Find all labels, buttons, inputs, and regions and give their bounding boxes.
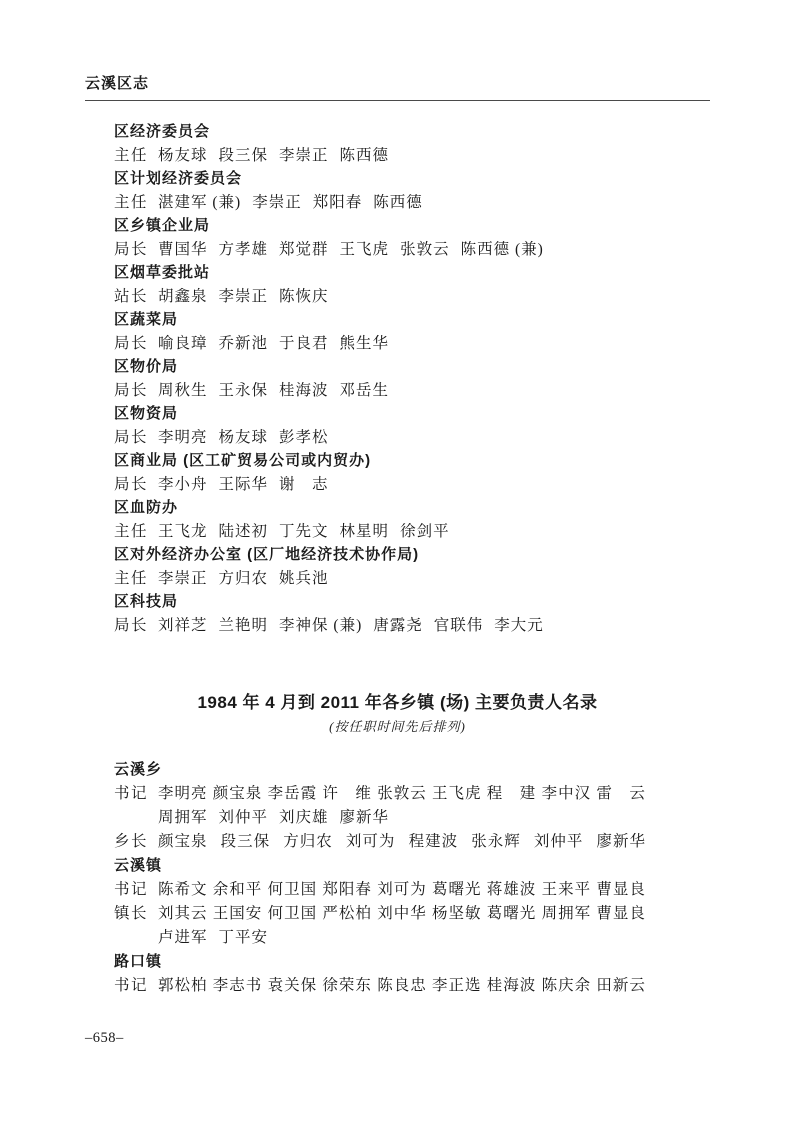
names-line bbox=[158, 806, 646, 830]
role-label: 局长 bbox=[114, 381, 149, 399]
officials-row bbox=[114, 332, 674, 356]
person-name: 胡鑫泉 bbox=[158, 287, 208, 305]
officials-row bbox=[114, 191, 674, 215]
names-line bbox=[158, 974, 646, 998]
person-name: 方归农 bbox=[218, 569, 269, 587]
role-label: 局长 bbox=[114, 334, 149, 352]
section-heading: 区蔬菜局 bbox=[114, 311, 179, 328]
role-label: 局长 bbox=[114, 616, 149, 634]
officials-row bbox=[114, 974, 646, 998]
section-heading: 区物资局 bbox=[114, 405, 179, 422]
person-name: 杨坚敏 bbox=[431, 905, 482, 922]
officials-row bbox=[114, 878, 646, 902]
role-label: 局长 bbox=[114, 428, 149, 446]
person-name: 余和平 bbox=[212, 881, 263, 898]
person-name: 兰艳明 bbox=[218, 616, 269, 634]
section-heading: 区烟草委批站 bbox=[114, 264, 211, 281]
person-name: 郑阳春 bbox=[322, 881, 372, 898]
person-name: 刘其云 bbox=[158, 905, 208, 922]
person-name: 王永保 bbox=[218, 381, 269, 399]
person-name: 陈希文 bbox=[158, 881, 208, 898]
person-name: 王国安 bbox=[212, 905, 263, 922]
role-label: 主任 bbox=[114, 522, 149, 540]
section-heading: 区商业局 (区工矿贸易公司或内贸办) bbox=[114, 452, 372, 469]
section-heading: 区经济委员会 bbox=[114, 123, 211, 140]
person-name: 周秋生 bbox=[158, 381, 208, 399]
names-line bbox=[158, 520, 674, 544]
officials-row bbox=[114, 567, 674, 591]
section-heading: 云溪乡 bbox=[114, 761, 163, 778]
names-line bbox=[158, 830, 646, 854]
person-name: 周拥军 bbox=[158, 809, 208, 826]
person-name: 李崇正 bbox=[218, 287, 269, 305]
person-name: 李明亮 bbox=[158, 428, 208, 446]
officials-row bbox=[114, 144, 674, 168]
person-name: 邓岳生 bbox=[339, 381, 390, 399]
role-label: 站长 bbox=[114, 287, 149, 305]
names-column bbox=[158, 567, 674, 591]
person-name: 刘可为 bbox=[345, 833, 396, 850]
names-column bbox=[158, 285, 674, 309]
names-column bbox=[158, 974, 646, 998]
person-name: 林星明 bbox=[339, 522, 390, 540]
person-name: 廖新华 bbox=[339, 809, 390, 826]
names-line bbox=[158, 285, 674, 309]
person-name: 李岳霞 bbox=[267, 785, 318, 802]
person-name: 颜宝泉 bbox=[212, 785, 263, 802]
person-name: 喻良璋 bbox=[158, 334, 208, 352]
person-name: 王飞虎 bbox=[431, 785, 482, 802]
person-name: 严松柏 bbox=[322, 905, 372, 922]
person-name: 刘仲平 bbox=[533, 833, 584, 850]
person-name: 许 维 bbox=[322, 785, 372, 802]
person-name: 谢 志 bbox=[279, 475, 329, 493]
person-name: 姚兵池 bbox=[279, 569, 329, 587]
person-name: 曹显良 bbox=[596, 881, 646, 898]
role-label: 主任 bbox=[114, 569, 149, 587]
role-label: 书记 bbox=[114, 785, 149, 802]
person-name: 田新云 bbox=[596, 977, 646, 994]
header-rule bbox=[85, 100, 710, 101]
names-line bbox=[158, 144, 674, 168]
names-column bbox=[158, 332, 674, 356]
person-name: 刘仲平 bbox=[218, 809, 269, 826]
person-name: 彭孝松 bbox=[279, 428, 329, 446]
officials-row bbox=[114, 473, 674, 497]
section-heading: 区对外经济办公室 (区厂地经济技术协作局) bbox=[114, 546, 420, 563]
person-name: 李大元 bbox=[494, 616, 544, 634]
section-heading: 区乡镇企业局 bbox=[114, 217, 211, 234]
officials-row bbox=[114, 426, 674, 450]
person-name: 颜宝泉 bbox=[158, 833, 208, 850]
role-label: 镇长 bbox=[114, 905, 149, 922]
person-name: 何卫国 bbox=[267, 881, 318, 898]
person-name: 陈庆余 bbox=[541, 977, 592, 994]
names-column bbox=[158, 238, 674, 262]
names-column bbox=[158, 902, 646, 950]
role-label: 局长 bbox=[114, 475, 149, 493]
person-name: 陈西德 (兼) bbox=[460, 240, 544, 258]
person-name: 丁先文 bbox=[279, 522, 329, 540]
person-name: 徐荣东 bbox=[322, 977, 372, 994]
section-subtitle: (按任职时间先后排列) bbox=[329, 719, 466, 734]
section-heading: 区计划经济委员会 bbox=[114, 170, 243, 187]
person-name: 何卫国 bbox=[267, 905, 318, 922]
person-name: 王飞龙 bbox=[158, 522, 208, 540]
person-name: 唐露尧 bbox=[373, 616, 423, 634]
role-label: 主任 bbox=[114, 146, 149, 164]
officials-row bbox=[114, 520, 674, 544]
person-name: 李明亮 bbox=[158, 785, 208, 802]
names-line bbox=[158, 614, 674, 638]
person-name: 李志书 bbox=[212, 977, 263, 994]
person-name: 桂海波 bbox=[486, 977, 537, 994]
role-label: 局长 bbox=[114, 240, 149, 258]
person-name: 卢进军 bbox=[158, 929, 208, 946]
names-line bbox=[158, 878, 646, 902]
person-name: 刘祥芝 bbox=[158, 616, 208, 634]
person-name: 丁平安 bbox=[218, 929, 269, 946]
person-name: 张永辉 bbox=[471, 833, 521, 850]
person-name: 蒋雄波 bbox=[486, 881, 537, 898]
person-name: 官联伟 bbox=[433, 616, 484, 634]
officials-row bbox=[114, 782, 646, 830]
names-line bbox=[158, 473, 674, 497]
names-line bbox=[158, 426, 674, 450]
person-name: 徐剑平 bbox=[400, 522, 450, 540]
person-name: 刘庆雄 bbox=[279, 809, 329, 826]
person-name: 李崇正 bbox=[158, 569, 208, 587]
person-name: 王来平 bbox=[541, 881, 592, 898]
person-name: 熊生华 bbox=[339, 334, 390, 352]
person-name: 李小舟 bbox=[158, 475, 208, 493]
officials-row bbox=[114, 902, 646, 950]
person-name: 王际华 bbox=[218, 475, 269, 493]
running-header: 云溪区志 bbox=[85, 75, 150, 92]
person-name: 桂海波 bbox=[279, 381, 329, 399]
person-name: 湛建军 (兼) bbox=[158, 193, 242, 211]
names-line bbox=[158, 379, 674, 403]
role-label: 书记 bbox=[114, 881, 149, 898]
names-column bbox=[158, 614, 674, 638]
person-name: 曹显良 bbox=[596, 905, 646, 922]
person-name: 郭松柏 bbox=[158, 977, 208, 994]
names-line bbox=[158, 926, 646, 950]
names-line bbox=[158, 332, 674, 356]
names-line bbox=[158, 191, 674, 215]
role-label: 书记 bbox=[114, 977, 149, 994]
names-column bbox=[158, 191, 674, 215]
person-name: 葛曙光 bbox=[431, 881, 482, 898]
person-name: 郑阳春 bbox=[312, 193, 363, 211]
person-name: 方归农 bbox=[283, 833, 333, 850]
role-label: 乡长 bbox=[114, 833, 149, 850]
person-name: 乔新池 bbox=[218, 334, 269, 352]
names-column bbox=[158, 426, 674, 450]
person-name: 于良君 bbox=[279, 334, 329, 352]
person-name: 曹国华 bbox=[158, 240, 208, 258]
person-name: 李崇正 bbox=[252, 193, 302, 211]
section-heading: 区血防办 bbox=[114, 499, 179, 516]
person-name: 陈良忠 bbox=[377, 977, 427, 994]
names-column bbox=[158, 473, 674, 497]
person-name: 张敦云 bbox=[377, 785, 427, 802]
person-name: 陆述初 bbox=[218, 522, 269, 540]
person-name: 陈西德 bbox=[373, 193, 423, 211]
names-column bbox=[158, 379, 674, 403]
officials-row bbox=[114, 238, 674, 262]
names-line bbox=[158, 567, 674, 591]
person-name: 李崇正 bbox=[279, 146, 329, 164]
names-column bbox=[158, 782, 646, 830]
person-name: 方孝雄 bbox=[218, 240, 269, 258]
section-heading: 区科技局 bbox=[114, 593, 179, 610]
officials-row bbox=[114, 614, 674, 638]
section-heading: 云溪镇 bbox=[114, 857, 163, 874]
person-name: 周拥军 bbox=[541, 905, 592, 922]
officials-row bbox=[114, 285, 674, 309]
names-line bbox=[158, 782, 646, 806]
section-title: 1984 年 4 月到 2011 年各乡镇 (场) 主要负责人名录 bbox=[197, 693, 598, 712]
role-label: 主任 bbox=[114, 193, 149, 211]
district-bureaus-directory bbox=[114, 120, 674, 637]
person-name: 廖新华 bbox=[596, 833, 646, 850]
names-column bbox=[158, 878, 646, 902]
townships-directory bbox=[114, 758, 646, 998]
person-name: 杨友球 bbox=[158, 146, 208, 164]
names-column bbox=[158, 144, 674, 168]
officials-row bbox=[114, 379, 674, 403]
section-heading: 路口镇 bbox=[114, 953, 163, 970]
names-column bbox=[158, 520, 674, 544]
person-name: 雷 云 bbox=[596, 785, 646, 802]
person-name: 程建波 bbox=[408, 833, 459, 850]
person-name: 杨友球 bbox=[218, 428, 269, 446]
person-name: 陈恢庆 bbox=[279, 287, 329, 305]
person-name: 段三保 bbox=[220, 833, 271, 850]
person-name: 李神保 (兼) bbox=[279, 616, 363, 634]
names-line bbox=[158, 238, 674, 262]
names-line bbox=[158, 902, 646, 926]
person-name: 郑觉群 bbox=[279, 240, 329, 258]
person-name: 段三保 bbox=[218, 146, 269, 164]
names-column bbox=[158, 830, 646, 854]
officials-row bbox=[114, 830, 646, 854]
person-name: 陈西德 bbox=[339, 146, 390, 164]
person-name: 程 建 bbox=[486, 785, 537, 802]
person-name: 李正选 bbox=[431, 977, 482, 994]
person-name: 张敦云 bbox=[400, 240, 450, 258]
person-name: 王飞虎 bbox=[339, 240, 390, 258]
person-name: 刘中华 bbox=[377, 905, 427, 922]
person-name: 李中汉 bbox=[541, 785, 592, 802]
person-name: 袁关保 bbox=[267, 977, 318, 994]
page-number: –658– bbox=[85, 1030, 124, 1046]
person-name: 葛曙光 bbox=[486, 905, 537, 922]
section-heading: 区物价局 bbox=[114, 358, 179, 375]
person-name: 刘可为 bbox=[377, 881, 427, 898]
